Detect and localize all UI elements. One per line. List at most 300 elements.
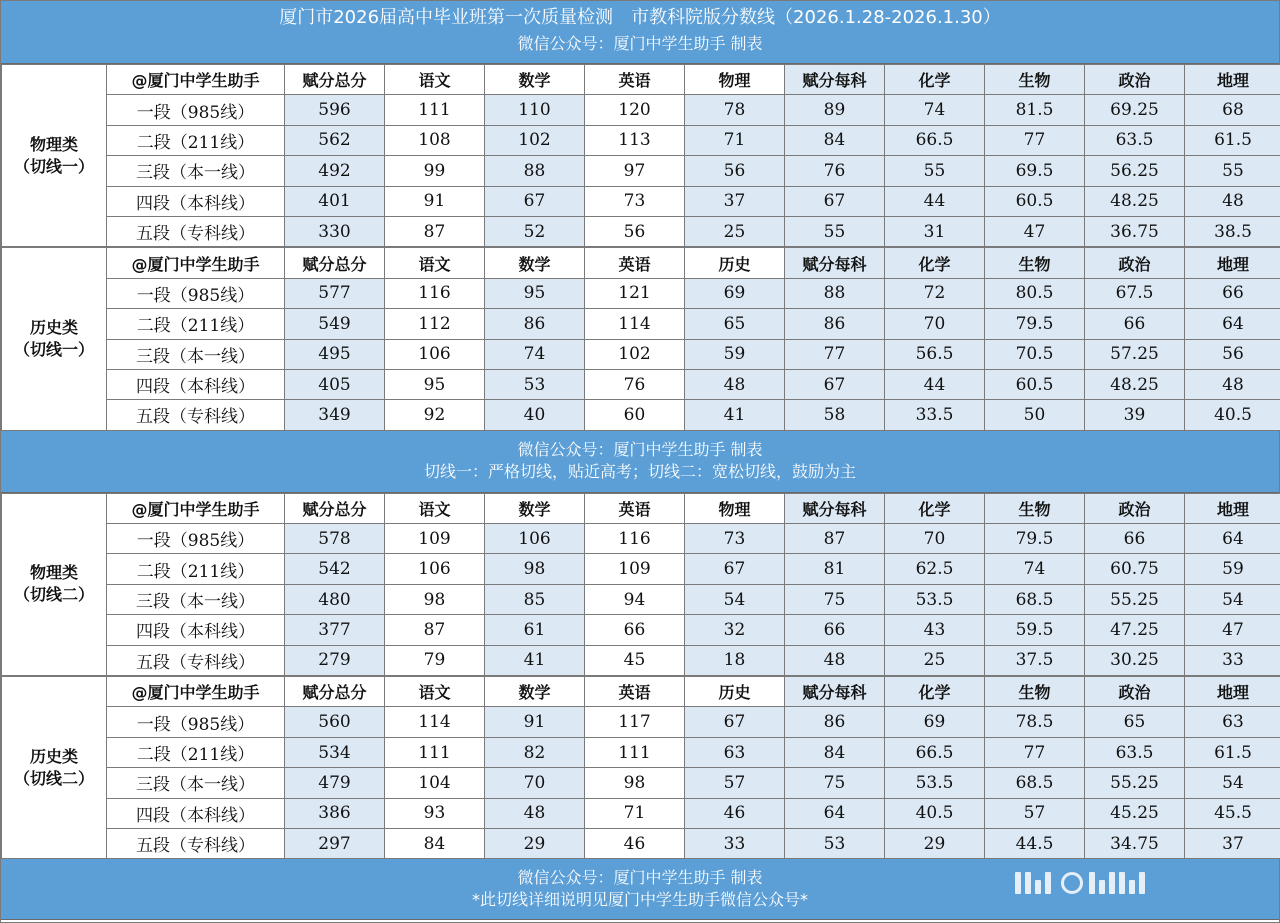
column-header: 英语: [585, 493, 685, 523]
score-cell: 279: [285, 645, 385, 675]
tier-label: 五段（专科线）: [107, 828, 285, 858]
score-cell: 40.5: [885, 798, 985, 828]
column-header: 赋分每科: [785, 493, 885, 523]
tier-label: 二段（211线）: [107, 554, 285, 584]
score-cell: 66: [785, 615, 885, 645]
score-cell: 48.25: [1085, 186, 1185, 216]
score-cell: 60.5: [985, 369, 1085, 399]
column-header: 赋分每科: [785, 677, 885, 707]
score-cell: 53.5: [885, 584, 985, 614]
score-cell: 72: [885, 278, 985, 308]
score-cell: 29: [885, 828, 985, 858]
table-row: [2, 584, 1280, 614]
group-label-line2: （切线二）: [13, 768, 94, 788]
score-cell: 70: [885, 309, 985, 339]
column-header: @厦门中学生助手: [107, 493, 285, 523]
group-label-line1: 历史类: [29, 746, 78, 766]
score-cell: 43: [885, 615, 985, 645]
score-cell: 81.5: [985, 95, 1085, 125]
score-cell: 54: [1185, 584, 1280, 614]
score-cell: 479: [285, 768, 385, 798]
score-cell: 297: [285, 828, 385, 858]
column-header: 化学: [885, 677, 985, 707]
score-cell: 98: [385, 584, 485, 614]
score-cell: 66: [1085, 524, 1185, 554]
score-cell: 44: [885, 369, 985, 399]
column-header: 生物: [985, 493, 1085, 523]
score-cell: 79: [385, 645, 485, 675]
column-header: 地理: [1185, 248, 1280, 278]
score-cell: 57: [985, 798, 1085, 828]
tier-label: 四段（本科线）: [107, 186, 285, 216]
score-cell: 74: [985, 554, 1085, 584]
block-physics-cut2: [1, 493, 1279, 676]
score-cell: 109: [585, 554, 685, 584]
score-cell: 48: [1185, 186, 1280, 216]
score-cell: 80.5: [985, 278, 1085, 308]
score-cell: 56: [585, 216, 685, 246]
tier-label: 五段（专科线）: [107, 645, 285, 675]
score-cell: 47.25: [1085, 615, 1185, 645]
score-cell: 64: [1185, 309, 1280, 339]
score-cell: 55: [1185, 156, 1280, 186]
tier-label: 二段（211线）: [107, 309, 285, 339]
group-label-line1: 物理类: [29, 563, 78, 583]
group-label-line2: （切线二）: [13, 585, 94, 605]
score-cell: 70: [485, 768, 585, 798]
score-cell: 98: [485, 554, 585, 584]
score-cell: 68.5: [985, 584, 1085, 614]
column-header: 化学: [885, 65, 985, 95]
score-cell: 33.5: [885, 400, 985, 430]
score-cell: 85: [485, 584, 585, 614]
tier-label: 四段（本科线）: [107, 369, 285, 399]
column-header: 政治: [1085, 677, 1185, 707]
score-cell: 37: [685, 186, 785, 216]
tier-label: 三段（本一线）: [107, 156, 285, 186]
score-cell: 76: [785, 156, 885, 186]
score-cell: 34.75: [1085, 828, 1185, 858]
score-cell: 18: [685, 645, 785, 675]
score-cell: 104: [385, 768, 485, 798]
column-header: 生物: [985, 65, 1085, 95]
score-cell: 45.5: [1185, 798, 1280, 828]
score-cell: 62.5: [885, 554, 985, 584]
table-row: [2, 216, 1280, 246]
group-label-line1: 历史类: [29, 318, 78, 338]
header-row: [2, 493, 1280, 523]
score-cell: 93: [385, 798, 485, 828]
score-cell: 577: [285, 278, 385, 308]
footer-line1: 微信公众号：厦门中学生助手 制表: [517, 868, 763, 888]
score-cell: 578: [285, 524, 385, 554]
score-cell: 401: [285, 186, 385, 216]
middle-band: [1, 431, 1279, 493]
column-header: 地理: [1185, 677, 1280, 707]
score-cell: 55.25: [1085, 584, 1185, 614]
score-cell: 58: [785, 400, 885, 430]
score-cell: 46: [585, 828, 685, 858]
score-cell: 77: [985, 125, 1085, 155]
score-cell: 79.5: [985, 309, 1085, 339]
score-cell: 81: [785, 554, 885, 584]
column-header: 历史: [685, 248, 785, 278]
block-history-cut2: [1, 676, 1279, 859]
score-cell: 63: [685, 737, 785, 767]
score-cell: 59.5: [985, 615, 1085, 645]
score-cell: 67: [785, 186, 885, 216]
score-cell: 33: [1185, 645, 1280, 675]
footer-line2: *此切线详细说明见厦门中学生助手微信公众号*: [471, 890, 808, 910]
column-header: 地理: [1185, 493, 1280, 523]
score-cell: 75: [785, 584, 885, 614]
column-header: 语文: [385, 677, 485, 707]
score-cell: 48.25: [1085, 369, 1185, 399]
score-cell: 73: [585, 186, 685, 216]
score-cell: 74: [485, 339, 585, 369]
column-header: 赋分每科: [785, 248, 885, 278]
score-cell: 349: [285, 400, 385, 430]
group-label-line2: （切线一）: [13, 340, 94, 360]
block-history-cut1: [1, 247, 1279, 430]
table-row: [2, 524, 1280, 554]
score-cell: 39: [1085, 400, 1185, 430]
tier-label: 一段（985线）: [107, 707, 285, 737]
column-header: 化学: [885, 248, 985, 278]
score-cell: 114: [385, 707, 485, 737]
score-cell: 64: [1185, 524, 1280, 554]
score-cell: 111: [385, 95, 485, 125]
score-cell: 67: [485, 186, 585, 216]
score-cell: 102: [485, 125, 585, 155]
score-cell: 60.75: [1085, 554, 1185, 584]
score-cell: 48: [685, 369, 785, 399]
score-cell: 77: [785, 339, 885, 369]
column-header: 语文: [385, 493, 485, 523]
column-header: 政治: [1085, 248, 1185, 278]
score-cell: 30.25: [1085, 645, 1185, 675]
score-cell: 120: [585, 95, 685, 125]
score-cell: 41: [685, 400, 785, 430]
score-cell: 106: [385, 554, 485, 584]
score-cell: 560: [285, 707, 385, 737]
score-cell: 47: [1185, 615, 1280, 645]
score-cell: 91: [385, 186, 485, 216]
score-cell: 79.5: [985, 524, 1085, 554]
table-row: [2, 645, 1280, 675]
score-cell: 55: [785, 216, 885, 246]
score-cell: 45.25: [1085, 798, 1185, 828]
header-row: [2, 248, 1280, 278]
score-cell: 25: [685, 216, 785, 246]
score-table: [1, 493, 1280, 676]
score-cell: 78.5: [985, 707, 1085, 737]
column-header: 数学: [485, 248, 585, 278]
score-cell: 97: [585, 156, 685, 186]
score-cell: 87: [385, 216, 485, 246]
score-cell: 73: [685, 524, 785, 554]
score-cell: 542: [285, 554, 385, 584]
score-cell: 69.25: [1085, 95, 1185, 125]
group-label: [2, 677, 107, 859]
column-header: 化学: [885, 493, 985, 523]
score-cell: 110: [485, 95, 585, 125]
score-cell: 330: [285, 216, 385, 246]
score-cell: 65: [685, 309, 785, 339]
score-cell: 98: [585, 768, 685, 798]
score-cell: 88: [785, 278, 885, 308]
score-cell: 50: [985, 400, 1085, 430]
score-cell: 106: [385, 339, 485, 369]
score-cell: 109: [385, 524, 485, 554]
column-header: @厦门中学生助手: [107, 65, 285, 95]
score-cell: 53.5: [885, 768, 985, 798]
score-cell: 386: [285, 798, 385, 828]
score-cell: 71: [685, 125, 785, 155]
score-cell: 534: [285, 737, 385, 767]
tier-label: 二段（211线）: [107, 125, 285, 155]
score-cell: 111: [385, 737, 485, 767]
score-cell: 44.5: [985, 828, 1085, 858]
group-label-line1: 物理类: [29, 134, 78, 154]
column-header: 赋分总分: [285, 677, 385, 707]
score-cell: 68: [1185, 95, 1280, 125]
score-cell: 69: [685, 278, 785, 308]
table-row: [2, 309, 1280, 339]
score-cell: 52: [485, 216, 585, 246]
tier-label: 五段（专科线）: [107, 400, 285, 430]
barcode-watermark-icon: [1015, 871, 1255, 895]
score-cell: 48: [1185, 369, 1280, 399]
score-cell: 25: [885, 645, 985, 675]
score-cell: 37: [1185, 828, 1280, 858]
score-cell: 67: [685, 554, 785, 584]
column-header: 赋分总分: [285, 493, 385, 523]
score-cell: 84: [785, 737, 885, 767]
score-cell: 92: [385, 400, 485, 430]
score-cell: 71: [585, 798, 685, 828]
score-cell: 87: [785, 524, 885, 554]
table-row: [2, 707, 1280, 737]
score-cell: 48: [785, 645, 885, 675]
score-cell: 67.5: [1085, 278, 1185, 308]
middle-band-line1: 微信公众号：厦门中学生助手 制表: [517, 439, 763, 459]
column-header: 物理: [685, 65, 785, 95]
score-cell: 95: [485, 278, 585, 308]
column-header: 历史: [685, 677, 785, 707]
column-header: 语文: [385, 65, 485, 95]
column-header: 生物: [985, 677, 1085, 707]
score-cell: 70.5: [985, 339, 1085, 369]
score-cell: 95: [385, 369, 485, 399]
score-cell: 55: [885, 156, 985, 186]
tier-label: 三段（本一线）: [107, 339, 285, 369]
score-cell: 57.25: [1085, 339, 1185, 369]
score-cell: 38.5: [1185, 216, 1280, 246]
score-cell: 111: [585, 737, 685, 767]
table-row: [2, 339, 1280, 369]
score-cell: 114: [585, 309, 685, 339]
tier-label: 五段（专科线）: [107, 216, 285, 246]
score-cell: 377: [285, 615, 385, 645]
score-cell: 61.5: [1185, 737, 1280, 767]
table-row: [2, 768, 1280, 798]
score-cell: 33: [685, 828, 785, 858]
score-cell: 84: [785, 125, 885, 155]
score-cell: 60: [585, 400, 685, 430]
column-header: 物理: [685, 493, 785, 523]
column-header: 政治: [1085, 493, 1185, 523]
score-table: [1, 247, 1280, 430]
middle-band-line2: 切线一：严格切线，贴近高考；切线二：宽松切线，鼓励为主: [423, 461, 856, 481]
score-cell: 87: [385, 615, 485, 645]
score-cell: 55.25: [1085, 768, 1185, 798]
score-cell: 61: [485, 615, 585, 645]
column-header: 英语: [585, 248, 685, 278]
score-cell: 41: [485, 645, 585, 675]
score-cell: 106: [485, 524, 585, 554]
score-cell: 63: [1185, 707, 1280, 737]
score-cell: 495: [285, 339, 385, 369]
column-header: 英语: [585, 677, 685, 707]
score-cell: 492: [285, 156, 385, 186]
tier-label: 三段（本一线）: [107, 584, 285, 614]
score-cell: 70: [885, 524, 985, 554]
table-row: [2, 369, 1280, 399]
score-cell: 405: [285, 369, 385, 399]
score-cell: 69.5: [985, 156, 1085, 186]
score-cell: 48: [485, 798, 585, 828]
score-cell: 69: [885, 707, 985, 737]
score-cell: 59: [685, 339, 785, 369]
score-cell: 112: [385, 309, 485, 339]
column-header: 赋分每科: [785, 65, 885, 95]
tier-label: 三段（本一线）: [107, 768, 285, 798]
header-band: [1, 1, 1279, 64]
column-header: 地理: [1185, 65, 1280, 95]
group-label: [2, 65, 107, 247]
score-cell: 56.25: [1085, 156, 1185, 186]
page-title: 厦门市2026届高中毕业班第一次质量检测 市教科院版分数线（2026.1.28-2026.1.30）: [279, 7, 1001, 28]
score-cell: 29: [485, 828, 585, 858]
column-header: @厦门中学生助手: [107, 677, 285, 707]
score-cell: 91: [485, 707, 585, 737]
score-cell: 61.5: [1185, 125, 1280, 155]
table-row: [2, 554, 1280, 584]
score-cell: 40: [485, 400, 585, 430]
table-row: [2, 186, 1280, 216]
score-table: [1, 64, 1280, 247]
score-cell: 40.5: [1185, 400, 1280, 430]
table-row: [2, 828, 1280, 858]
tier-label: 四段（本科线）: [107, 798, 285, 828]
score-cell: 89: [785, 95, 885, 125]
score-cell: 63.5: [1085, 125, 1185, 155]
header-row: [2, 677, 1280, 707]
score-cell: 117: [585, 707, 685, 737]
column-header: 数学: [485, 677, 585, 707]
score-cell: 53: [485, 369, 585, 399]
score-cell: 82: [485, 737, 585, 767]
score-cell: 86: [785, 309, 885, 339]
score-cell: 596: [285, 95, 385, 125]
score-cell: 88: [485, 156, 585, 186]
score-cell: 65: [1085, 707, 1185, 737]
score-cell: 562: [285, 125, 385, 155]
score-cell: 56: [685, 156, 785, 186]
score-cell: 549: [285, 309, 385, 339]
column-header: 赋分总分: [285, 65, 385, 95]
column-header: 赋分总分: [285, 248, 385, 278]
score-cell: 113: [585, 125, 685, 155]
score-cell: 116: [585, 524, 685, 554]
score-cell: 47: [985, 216, 1085, 246]
score-cell: 37.5: [985, 645, 1085, 675]
block-physics-cut1: [1, 64, 1279, 247]
score-cell: 66: [1185, 278, 1280, 308]
column-header: 数学: [485, 493, 585, 523]
score-cell: 46: [685, 798, 785, 828]
score-cell: 116: [385, 278, 485, 308]
tier-label: 一段（985线）: [107, 278, 285, 308]
score-cell: 31: [885, 216, 985, 246]
score-cell: 36.75: [1085, 216, 1185, 246]
score-cell: 74: [885, 95, 985, 125]
score-cell: 67: [785, 369, 885, 399]
score-cell: 66: [1085, 309, 1185, 339]
column-header: 语文: [385, 248, 485, 278]
footer-band: [1, 859, 1279, 920]
score-cell: 44: [885, 186, 985, 216]
score-cell: 63.5: [1085, 737, 1185, 767]
group-label: [2, 493, 107, 675]
score-cell: 66: [585, 615, 685, 645]
table-row: [2, 737, 1280, 767]
score-cell: 75: [785, 768, 885, 798]
table-row: [2, 156, 1280, 186]
score-cell: 60.5: [985, 186, 1085, 216]
tier-label: 一段（985线）: [107, 95, 285, 125]
column-header: 政治: [1085, 65, 1185, 95]
score-cell: 480: [285, 584, 385, 614]
score-cell: 99: [385, 156, 485, 186]
table-row: [2, 798, 1280, 828]
group-label: [2, 248, 107, 430]
score-cell: 56: [1185, 339, 1280, 369]
score-cell: 102: [585, 339, 685, 369]
score-table: [1, 676, 1280, 859]
tier-label: 一段（985线）: [107, 524, 285, 554]
score-cell: 54: [1185, 768, 1280, 798]
score-cell: 76: [585, 369, 685, 399]
score-cell: 108: [385, 125, 485, 155]
column-header: @厦门中学生助手: [107, 248, 285, 278]
score-cell: 84: [385, 828, 485, 858]
score-cell: 45: [585, 645, 685, 675]
score-cell: 86: [785, 707, 885, 737]
score-cell: 121: [585, 278, 685, 308]
score-cell: 77: [985, 737, 1085, 767]
score-cell: 86: [485, 309, 585, 339]
score-cell: 78: [685, 95, 785, 125]
score-cell: 68.5: [985, 768, 1085, 798]
score-cell: 56.5: [885, 339, 985, 369]
score-cell: 64: [785, 798, 885, 828]
score-cell: 67: [685, 707, 785, 737]
score-cell: 57: [685, 768, 785, 798]
table-row: [2, 400, 1280, 430]
tier-label: 二段（211线）: [107, 737, 285, 767]
